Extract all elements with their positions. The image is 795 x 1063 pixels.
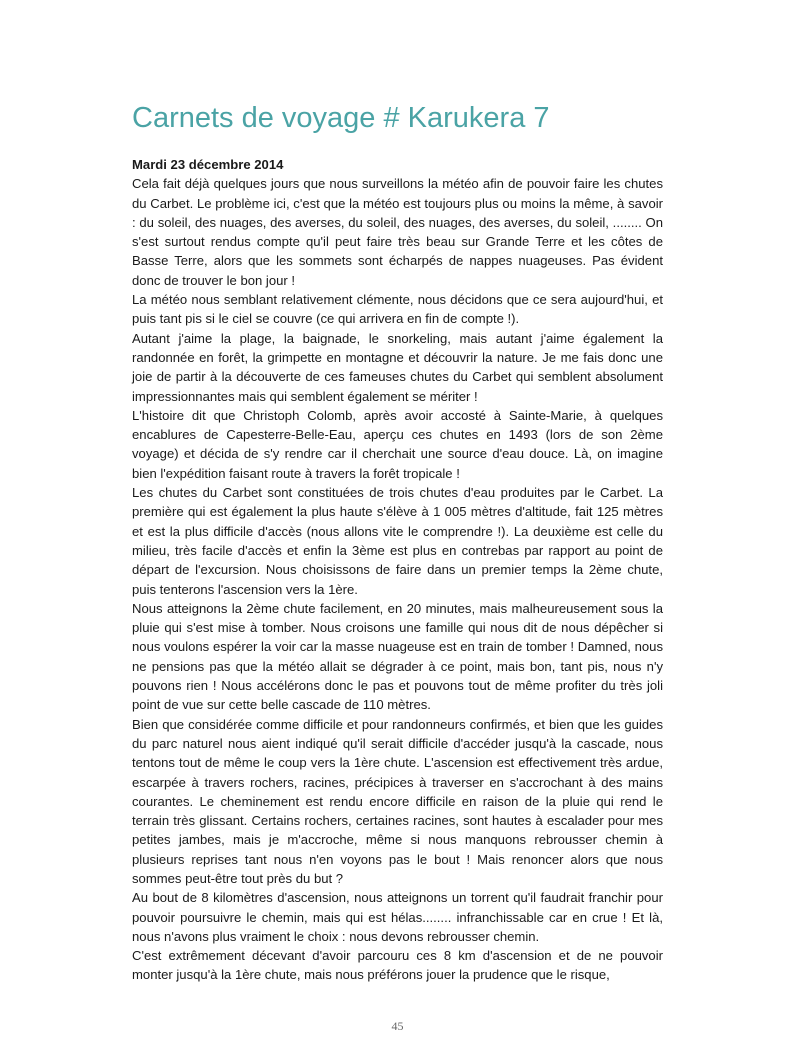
entry-date: Mardi 23 décembre 2014 — [132, 157, 284, 172]
paragraph: Cela fait déjà quelques jours que nous surveillons la météo afin de pouvoir faire les chutes du Carbet. Le problème ici, c'est que la météo est toujours plus ou moins la même, à savoir : du soleil, des nuages, des averses, du soleil, des nuages, des averses, du soleil, ........ On s'est surtout rendus compte qu'il peut faire très beau sur Grande Terre et les côtes de Basse Terre, alors que les sommets sont écharpés de nappes nuageuses. Pas évident donc de trouver le bon jour ! — [132, 176, 663, 288]
paragraph: Au bout de 8 kilomètres d'ascension, nous atteignons un torrent qu'il faudrait franchir pour pouvoir poursuivre le chemin, mais qui est hélas........ infranchissable car en crue ! Et là, nous n'avons plus vraiment le choix : nous devons rebrousser chemin. — [132, 890, 663, 944]
paragraph: Nous atteignons la 2ème chute facilement, en 20 minutes, mais malheureusement sous la pluie qui s'est mise à tomber. Nous croisons une famille qui nous dit de nous dépêcher si nous voulons espérer la voir car la masse nuageuse est en train de tomber ! Damned, nous ne pensions pas que la météo allait se dégrader à ce point, mais bon, tant pis, nous n'y pouvons rien ! Nous accélérons donc le pas et pouvons tout de même profiter du très joli point de vue sur cette belle cascade de 110 mètres. — [132, 600, 663, 713]
article-body — [132, 155, 663, 985]
page-number: 45 — [391, 1019, 404, 1033]
paragraph: Autant j'aime la plage, la baignade, le snorkeling, mais autant j'aime également la randonnée en forêt, la grimpette en montagne et découvrir la nature. Je me fais donc une joie de partir à la découverte de ces fameuses chutes du Carbet qui semblent absolument impressionnantes mais qui semblent également se mériter ! — [132, 330, 663, 404]
paragraph: La météo nous semblant relativement clémente, nous décidons que ce sera aujourd'hui, et puis tant pis si le ciel se couvre (ce qui arrivera en fin de compte !). — [132, 292, 663, 327]
paragraph: C'est extrêmement décevant d'avoir parcouru ces 8 km d'ascension et de ne pouvoir monter jusqu'à la 1ère chute, mais nous préférons jouer la prudence que le risque, — [132, 948, 663, 983]
paragraph: L'histoire dit que Christoph Colomb, après avoir accosté à Sainte-Marie, à quelques encablures de Capesterre-Belle-Eau, aperçu ces chutes en 1493 (lors de son 2ème voyage) et décida de s'y rendre car il cherchait une source d'eau douce. Là, on imagine bien l'expédition faisant route à travers la forêt tropicale ! — [132, 407, 663, 481]
paragraph: Les chutes du Carbet sont constituées de trois chutes d'eau produites par le Carbet. La première qui est également la plus haute s'élève à 1 005 mètres d'altitude, fait 125 mètres et est la plus difficile d'accès (nous allons vite le comprendre !). La deuxième est celle du milieu, très facile d'accès et enfin la 3ème est plus en contrebas par rapport au point de départ de l'excursion. Nous choisissons de faire dans un premier temps la 2ème chute, puis tenterons l'ascension vers la 1ère. — [132, 485, 663, 597]
paragraph: Bien que considérée comme difficile et pour randonneurs confirmés, et bien que les guides du parc naturel nous aient indiqué qu'il serait difficile d'accéder jusqu'à la cascade, nous tentons tout de même le coup vers la 1ère chute. L'ascension est effectivement très ardue, escarpée à travers rochers, racines, précipices à traverser en s'accrochant à des mains courantes. Le cheminement est rendu encore difficile en raison de la pluie qui rend le terrain très glissant. Certains rochers, certaines racines, sont hautes à escalader pour mes petites jambes, mais je m'accroche, même si nous manquons rebrousser chemin à plusieurs reprises tant nous n'en voyons pas le bout ! Mais renoncer alors que nous sommes peut-être tout près du but ? — [132, 716, 663, 886]
page-title: Carnets de voyage # Karukera 7 — [132, 102, 550, 134]
